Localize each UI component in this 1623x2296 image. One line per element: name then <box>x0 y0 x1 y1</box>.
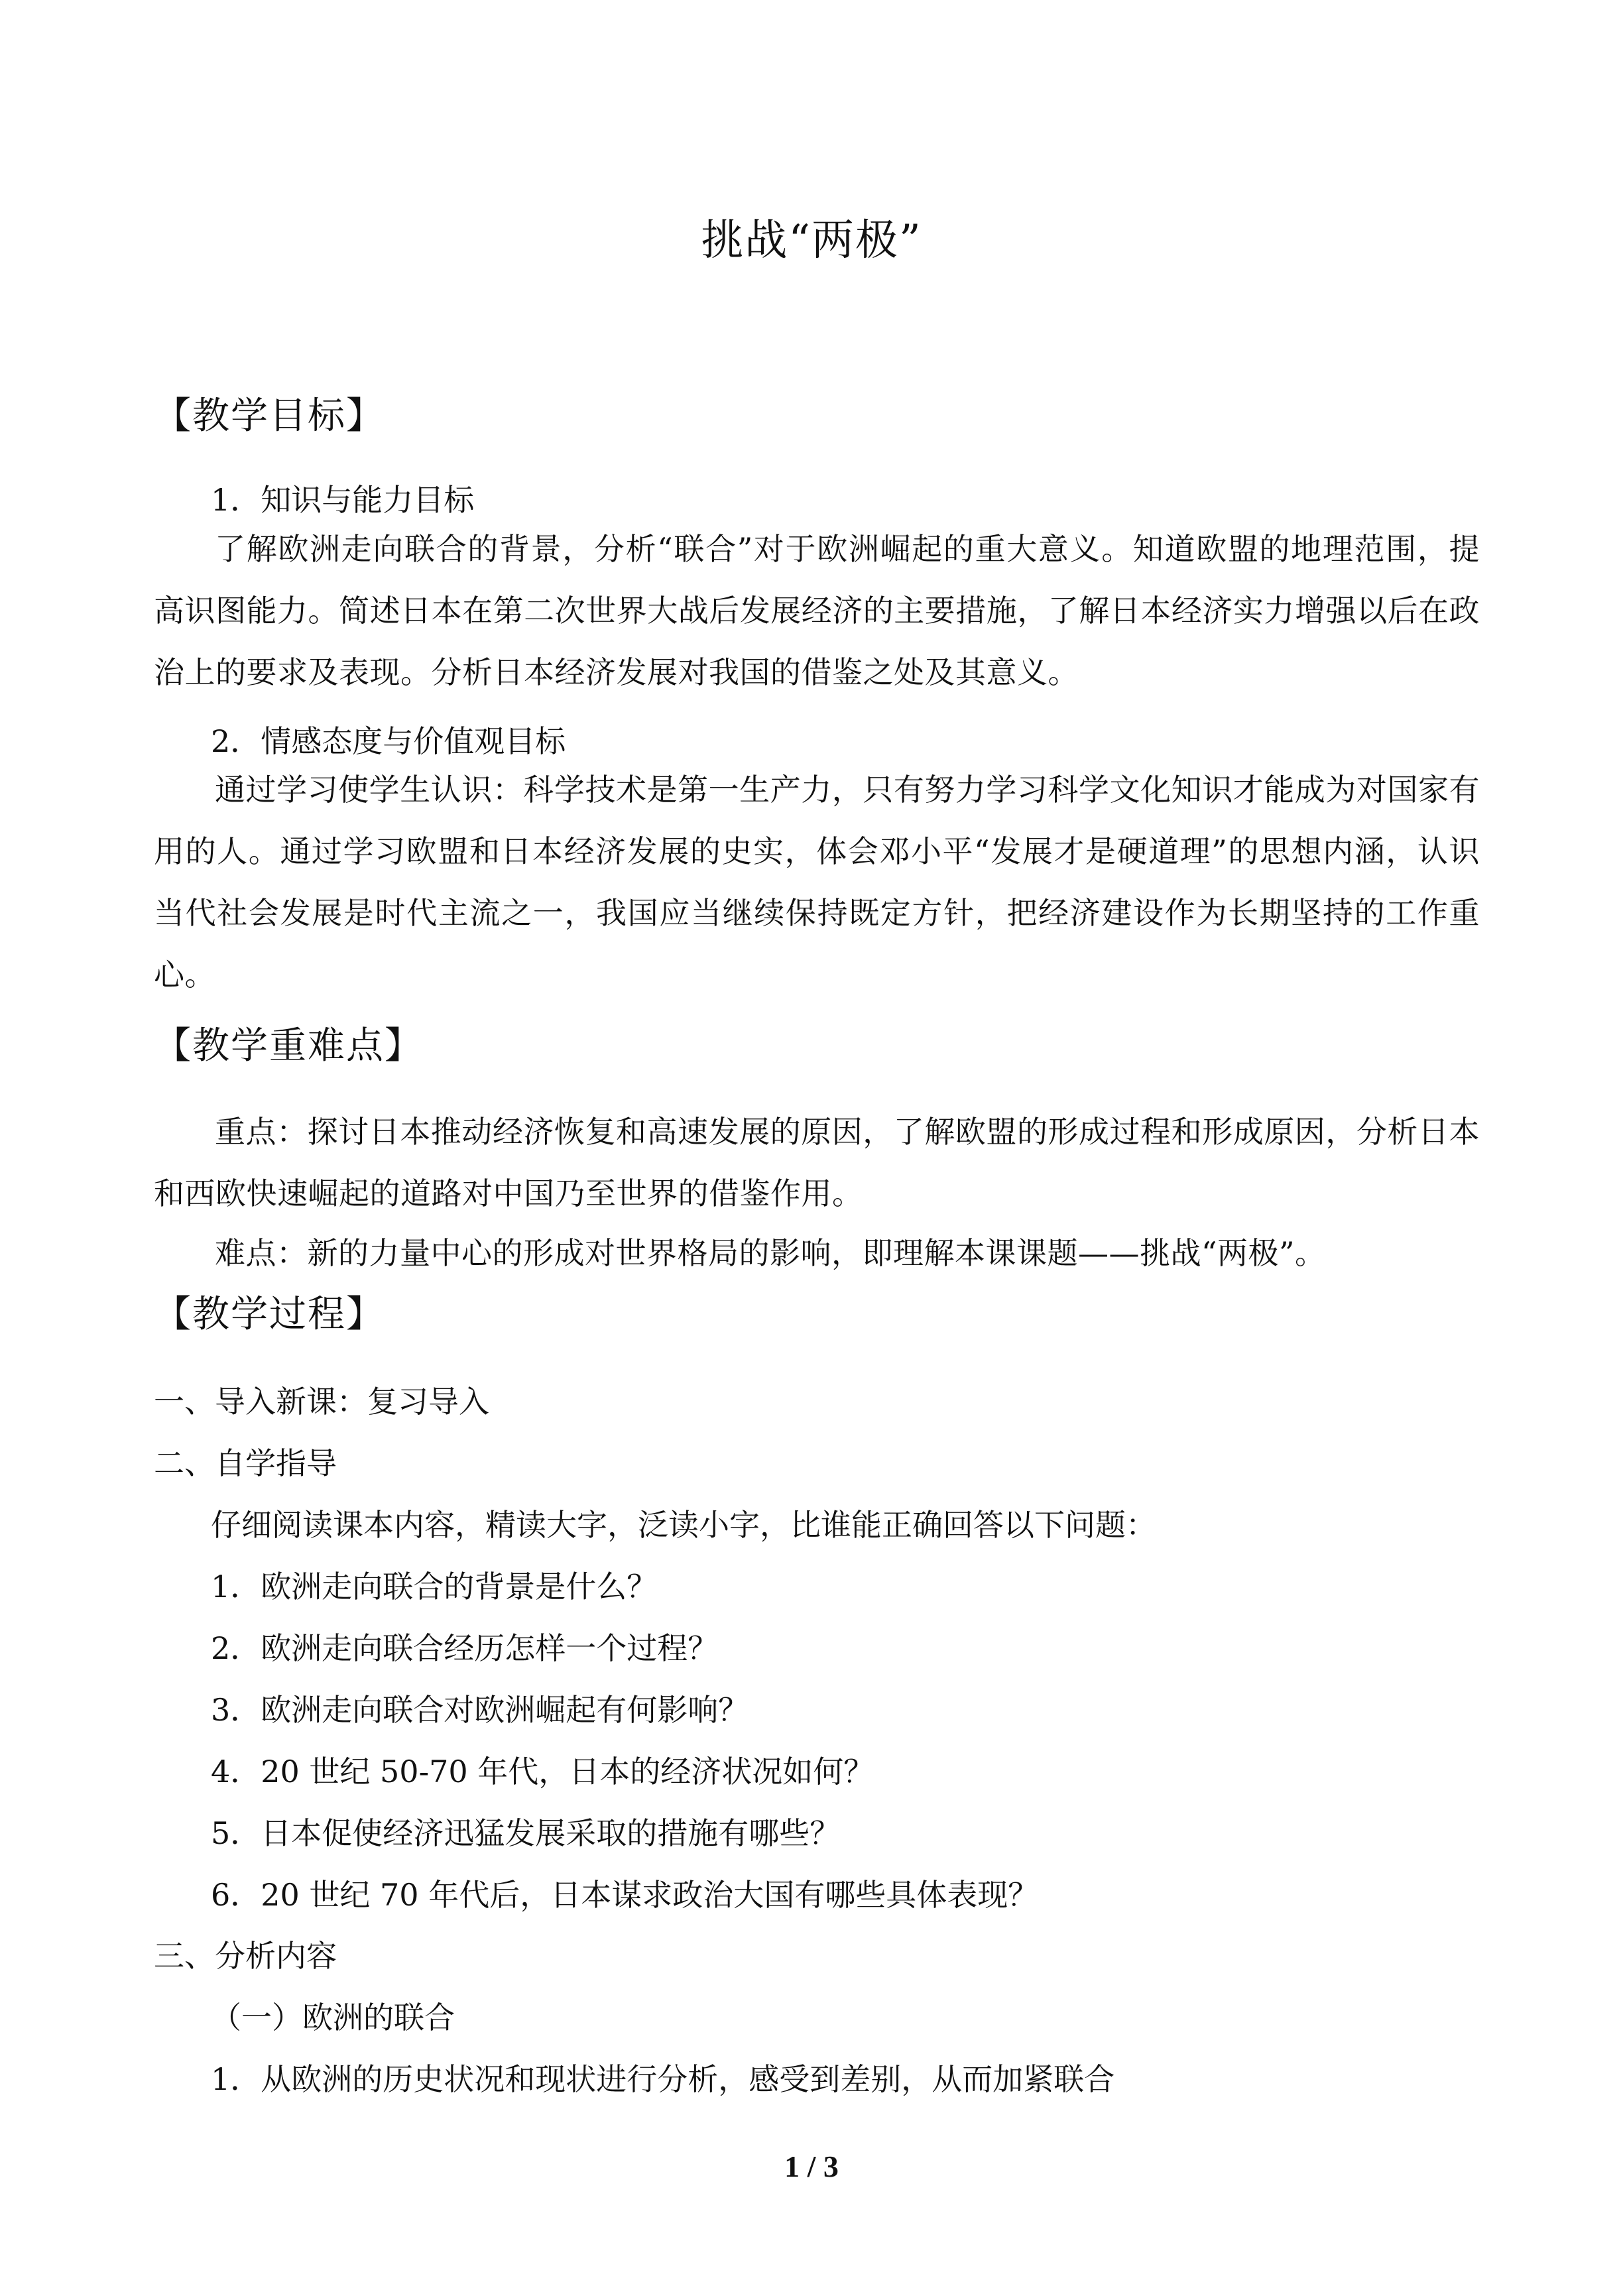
page-number: 1 / 3 <box>784 2149 839 2183</box>
section-heading-process: 【教学过程】 <box>154 1293 385 1336</box>
question-item: 4．20 世纪 50-70 年代，日本的经济状况如何？ <box>211 1754 874 1789</box>
self-study-instruction: 仔细阅读课本内容，精读大字，泛读小字，比谁能正确回答以下问题： <box>211 1507 1156 1543</box>
process-step-2: 二、自学指导 <box>154 1445 337 1481</box>
objective-1-text: 了解欧洲走向联合的背景，分析“联合”对于欧洲崛起的重大意义。知道欧盟的地理范围，提高识图能力。简述日本在第二次世界大战后发展经济的主要措施，了解日本经济实力增强以后在政治上的要求及表现。分析日本经济发展对我国的借鉴之处及其意义。 <box>154 531 1480 690</box>
document-title: 挑战“两极” <box>701 216 922 265</box>
objective-2-text: 通过学习使学生认识：科学技术是第一生产力，只有努力学习科学文化知识才能成为对国家有用的人。通过学习欧盟和日本经济发展的史实，体会邓小平“发展才是硬道理”的思想内涵，认识当代社会发展是时代主流之一，我国应当继续保持既定方针，把经济建设作为长期坚持的工作重心。 <box>154 772 1480 993</box>
objective-1-heading: 1．知识与能力目标 <box>211 482 475 518</box>
subsection-item-1: 1．从欧洲的历史状况和现状进行分析，感受到差别，从而加紧联合 <box>211 2061 1115 2097</box>
section-heading-objectives: 【教学目标】 <box>154 394 385 438</box>
key-point-difficulty: 难点：新的力量中心的形成对世界格局的影响，即理解本课课题——挑战“两极”。 <box>215 1235 1326 1271</box>
question-item: 5．日本促使经济迅猛发展采取的措施有哪些？ <box>211 1815 841 1851</box>
section-heading-key-points: 【教学重难点】 <box>154 1024 423 1067</box>
subsection-europe-union: （一）欧洲的联合 <box>211 2000 455 2035</box>
question-item: 6．20 世纪 70 年代后，日本谋求政治大国有哪些具体表现？ <box>211 1877 1039 1913</box>
question-item: 1．欧洲走向联合的背景是什么？ <box>211 1569 658 1604</box>
question-item: 3．欧洲走向联合对欧洲崛起有何影响？ <box>211 1692 749 1728</box>
question-item: 2．欧洲走向联合经历怎样一个过程？ <box>211 1630 719 1666</box>
process-step-1: 一、导入新课：复习导入 <box>154 1384 489 1420</box>
objective-2-heading: 2．情感态度与价值观目标 <box>211 723 566 759</box>
key-point-focus: 重点：探讨日本推动经济恢复和高速发展的原因，了解欧盟的形成过程和形成原因，分析日本和西欧快速崛起的道路对中国乃至世界的借鉴作用。 <box>154 1114 1480 1211</box>
process-step-3: 三、分析内容 <box>154 1938 337 1974</box>
